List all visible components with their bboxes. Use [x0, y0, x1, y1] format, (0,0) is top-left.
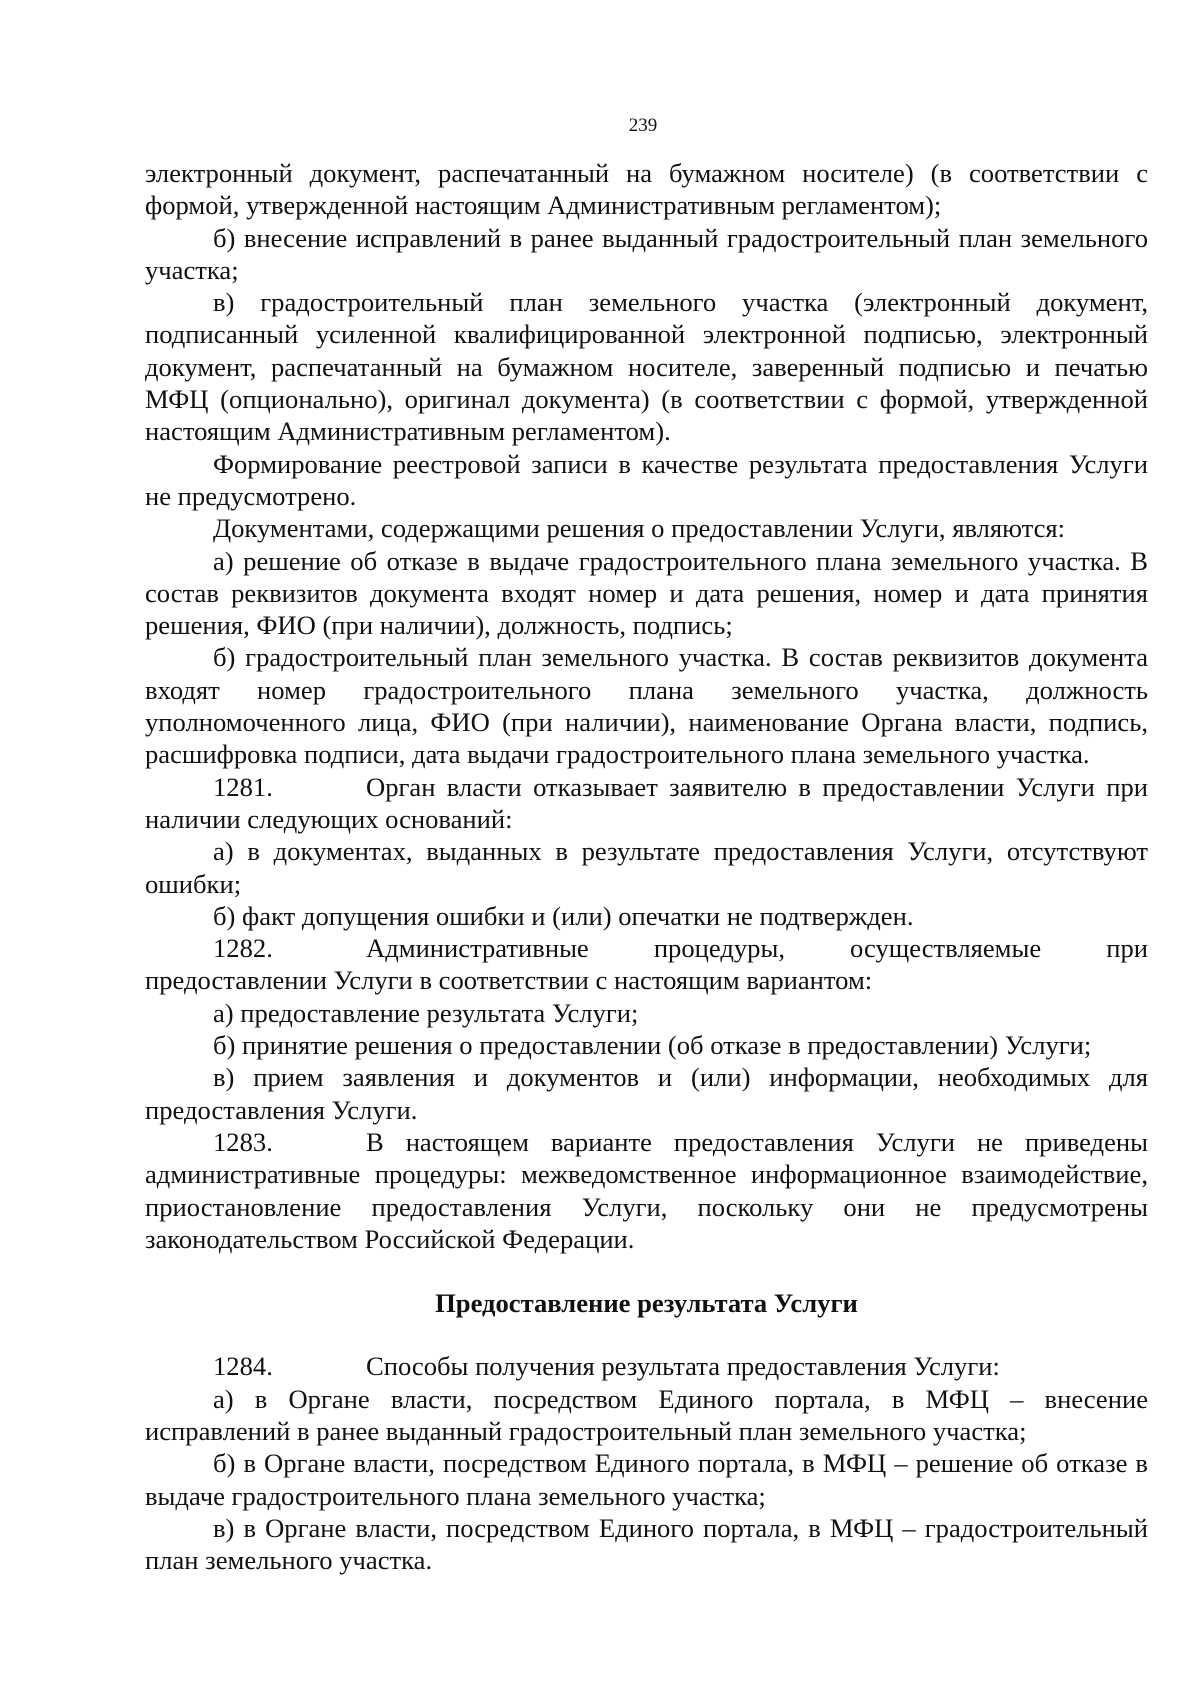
paragraph-number: 1283. [213, 1126, 273, 1157]
numbered-paragraph: 1281. Орган власти отказывает заявителю в предоставлении Услуги при наличии следующих оснований: [145, 771, 1148, 834]
paragraph-number: 1284. [213, 1351, 273, 1382]
paragraph: б) градостроительный план земельного участка. В состав реквизитов документа входят номер градостроительного плана земельного участка, должность уполномоченного лица, ФИО (при наличии), наименование Органа власти, подпись, расшифровка подписи, дата выдачи градостроительного плана земельного участка. [145, 642, 1148, 770]
paragraph: а) предоставление результата Услуги; [213, 997, 639, 1028]
paragraph: а) в документах, выданных в результате предоставления Услуги, отсутствуют ошибки; [145, 836, 1148, 899]
paragraph: а) решение об отказе в выдаче градостроительного плана земельного участка. В состав реквизитов документа входят номер и дата решения, номер и дата принятия решения, ФИО (при наличии), должность, подпись; [145, 545, 1148, 641]
paragraph-number: 1281. [213, 771, 273, 802]
paragraph: б) в Органе власти, посредством Единого портала, в МФЦ – решение об отказе в выдаче градостроительного плана земельного участка; [145, 1448, 1148, 1511]
paragraph: в) прием заявления и документов и (или) информации, необходимых для предоставления Услуги. [145, 1062, 1148, 1125]
numbered-paragraph: 1283. В настоящем варианте предоставления Услуги не приведены административные процедуры: межведомственное информационное взаимодействие, приостановление предоставления Услуги, поскольку они не предусмотрены законодательством Российской Федерации. [145, 1126, 1148, 1254]
numbered-paragraph: 1282. Административные процедуры, осуществляемые при предоставлении Услуги в соответствии с настоящим вариантом: [145, 933, 1148, 996]
paragraph: б) внесение исправлений в ранее выданный градостроительный план земельного участка; [145, 222, 1148, 285]
paragraph: в) градостроительный план земельного участка (электронный документ, подписанный усиленной квалифицированной электронной подписью, электронный документ, распечатанный на бумажном носителе, заверенный подписью и печатью МФЦ (опционально), оригинал документа) (в соответствии с формой, утвержденной настоящим Административным регламентом). [145, 287, 1148, 447]
document-body [145, 157, 1148, 1576]
paragraph: в) в Органе власти, посредством Единого портала, в МФЦ – градостроительный план земельного участка. [145, 1512, 1148, 1576]
paragraph: Формирование реестровой записи в качестве результата предоставления Услуги не предусмотрено. [145, 448, 1148, 511]
paragraphs-top [145, 157, 1148, 1255]
paragraph: б) принятие решения о предоставлении (об отказе в предоставлении) Услуги; [213, 1030, 1092, 1061]
paragraphs-bottom [145, 1350, 1148, 1576]
paragraph: электронный документ, распечатанный на бумажном носителе) (в соответствии с формой, утвержденной настоящим Административным регламентом); [145, 158, 1148, 221]
numbered-paragraph: 1284. Способы получения результата предоставления Услуги: [213, 1351, 1000, 1382]
paragraph: а) в Органе власти, посредством Единого портала, в МФЦ – внесение исправлений в ранее выданный градостроительный план земельного участка; [145, 1383, 1148, 1446]
page-number: 239 [628, 115, 658, 136]
paragraph: Документами, содержащими решения о предоставлении Услуги, являются: [213, 513, 1066, 544]
paragraph: б) факт допущения ошибки и (или) опечатки не подтвержден. [213, 900, 914, 931]
paragraph-number: 1282. [213, 933, 273, 964]
section-heading: Предоставление результата Услуги [435, 1288, 858, 1319]
